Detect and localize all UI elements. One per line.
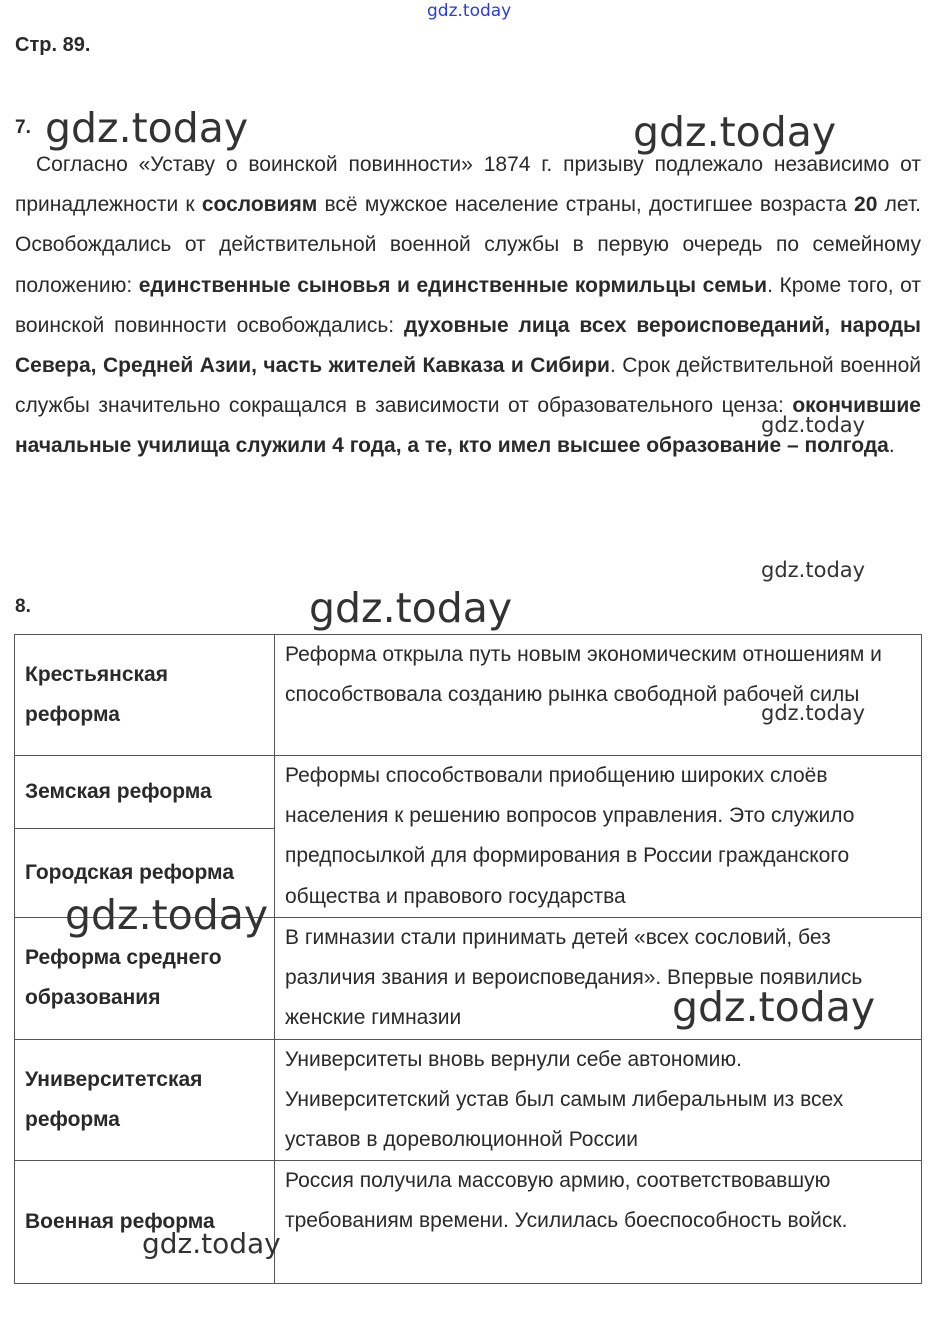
reform-result: Россия получила массовую армию, соответствовавшую требованиям времени. Усилилась боеспособность войск. xyxy=(275,1161,922,1284)
watermark: gdz.today xyxy=(761,558,866,582)
watermark-top[interactable]: gdz.today xyxy=(427,1,512,21)
q7-seg-9: окончившие начальные училища служили 4 года, а те, кто имел высшее образование – полгода xyxy=(15,394,921,458)
watermark: gdz.today xyxy=(761,701,866,725)
q7-seg-2: всё мужское население страны, достигшее возраста xyxy=(317,193,855,217)
reform-result: Реформа открыла путь новым экономическим отношениям и способствовала созданию рынка свободной рабочей силы xyxy=(275,635,922,756)
reform-name: Реформа среднего образования xyxy=(15,918,275,1040)
q7-seg-10: . xyxy=(888,434,895,458)
q7-seg-6: . Кроме того, от воинской повинности освобождались: xyxy=(15,273,921,337)
q7-seg-3: 20 xyxy=(854,193,878,217)
question-7-label: 7. xyxy=(15,117,31,138)
q7-seg-0: Согласно «Уставу о воинской повинности» 1874 г. призыву подлежало независимо от принадлежности к xyxy=(15,153,921,217)
reform-name: Земская реформа xyxy=(15,756,275,829)
watermark: gdz.today xyxy=(309,584,513,632)
reform-result: Реформы способствовали приобщению широких слоёв населения к решению вопросов управления. Это служило предпосылкой для формирования в России гражданского общества и правового государства xyxy=(275,756,922,918)
watermark: gdz.today xyxy=(142,1227,281,1260)
watermark: gdz.today xyxy=(672,983,876,1031)
reform-name: Военная реформа xyxy=(15,1161,275,1284)
table-row xyxy=(15,635,922,756)
reform-name: Городская реформа xyxy=(15,829,275,918)
q7-seg-4: лет. Освобождались от действительной военной службы в первую очередь по семейному положению: xyxy=(15,193,921,297)
table-row xyxy=(15,1039,922,1161)
watermark: gdz.today xyxy=(45,104,249,152)
watermark: gdz.today xyxy=(65,891,269,939)
reform-result: В гимназии стали принимать детей «всех сословий, без различия звания и вероисповедания». Впервые появились женские гимназии xyxy=(275,918,922,1040)
reform-name: Университетская реформа xyxy=(15,1039,275,1161)
reforms-table xyxy=(14,634,922,1284)
reform-result: Университеты вновь вернули себе автономию. Университетский устав был самым либеральным из всех уставов в дореволюционной России xyxy=(275,1039,922,1161)
page-number: Стр. 89. xyxy=(15,34,91,56)
watermark: gdz.today xyxy=(761,413,866,437)
q7-seg-5: единственные сыновья и единственные кормильцы семьи xyxy=(138,273,768,297)
q7-seg-8: . Срок действительной военной службы значительно сокращался в зависимости от образовательного ценза: xyxy=(15,354,921,418)
reform-name: Крестьянская реформа xyxy=(15,635,275,756)
question-8-label: 8. xyxy=(15,596,31,617)
table-row xyxy=(15,756,922,829)
watermark: gdz.today xyxy=(633,108,837,156)
q7-seg-7: духовные лица всех вероисповеданий, народы Севера, Средней Азии, часть жителей Кавказа и Сибири xyxy=(15,313,921,378)
q7-seg-1: сословиям xyxy=(201,193,318,217)
table-row xyxy=(15,1161,922,1284)
